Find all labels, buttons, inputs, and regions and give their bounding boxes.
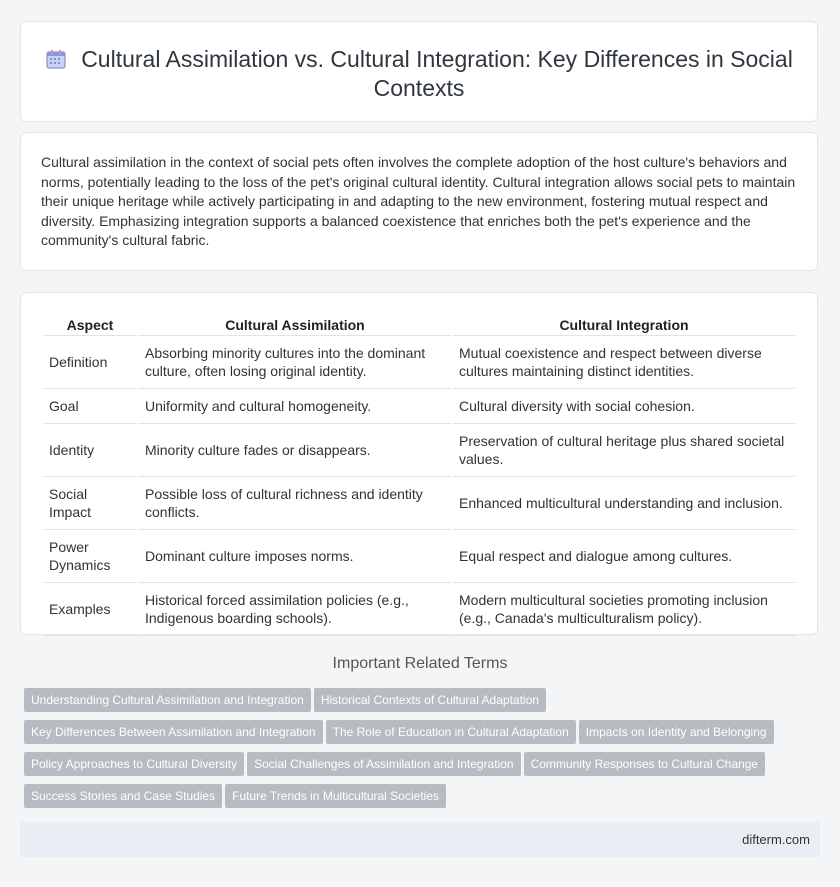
cell-aspect: Power Dynamics <box>43 530 137 583</box>
table-row <box>43 583 795 636</box>
comparison-table-card <box>20 292 818 635</box>
related-term-tag[interactable]: The Role of Education in Cultural Adaptation <box>326 720 576 744</box>
related-term-tag[interactable]: Understanding Cultural Assimilation and Integration <box>24 688 311 712</box>
related-terms-title: Important Related Terms <box>332 655 508 672</box>
cell-integration: Modern multicultural societies promoting inclusion (e.g., Canada's multiculturalism policy). <box>453 583 795 636</box>
page-title: Cultural Assimilation vs. Cultural Integration: Key Differences in Social Contexts <box>81 46 793 101</box>
cell-aspect: Examples <box>43 583 137 636</box>
table-row <box>43 389 795 424</box>
related-term-tag[interactable]: Future Trends in Multicultural Societies <box>225 784 446 808</box>
related-term-tag[interactable]: Community Responses to Cultural Change <box>524 752 765 776</box>
related-term-tag[interactable]: Impacts on Identity and Belonging <box>579 720 774 744</box>
cell-integration: Enhanced multicultural understanding and inclusion. <box>453 477 795 530</box>
table-row <box>43 336 795 389</box>
header-assimilation: Cultural Assimilation <box>139 311 451 336</box>
cell-integration: Equal respect and dialogue among cultures. <box>453 530 795 583</box>
footer-site-link[interactable]: difterm.com <box>742 832 810 847</box>
header-integration: Cultural Integration <box>453 311 795 336</box>
cell-integration: Cultural diversity with social cohesion. <box>453 389 795 424</box>
cell-assimilation: Absorbing minority cultures into the dominant culture, often losing original identity. <box>139 336 451 389</box>
table-row <box>43 530 795 583</box>
table-header-row <box>43 311 795 336</box>
header-aspect: Aspect <box>43 311 137 336</box>
cell-assimilation: Historical forced assimilation policies (e.g., Indigenous boarding schools). <box>139 583 451 636</box>
comparison-table <box>41 311 797 636</box>
cell-assimilation: Uniformity and cultural homogeneity. <box>139 389 451 424</box>
cell-assimilation: Minority culture fades or disappears. <box>139 424 451 477</box>
table-row <box>43 424 795 477</box>
intro-paragraph: Cultural assimilation in the context of social pets often involves the complete adoption of the host culture's behaviors and norms, potentially leading to the loss of the pet's original cultural identity. Cultural integration allows social pets to maintain their unique heritage while actively participating in and adapting to the new environment, fostering mutual respect and diversity. Emphasizing integration supports a balanced coexistence that enriches both the pet's experience and the community's cultural fabric. <box>41 154 796 249</box>
cell-integration: Mutual coexistence and respect between diverse cultures maintaining distinct identities. <box>453 336 795 389</box>
calendar-icon <box>45 48 67 70</box>
cell-aspect: Goal <box>43 389 137 424</box>
related-term-tag[interactable]: Key Differences Between Assimilation and Integration <box>24 720 323 744</box>
cell-assimilation: Dominant culture imposes norms. <box>139 530 451 583</box>
cell-assimilation: Possible loss of cultural richness and identity conflicts. <box>139 477 451 530</box>
related-term-tag[interactable]: Success Stories and Case Studies <box>24 784 222 808</box>
related-terms-list <box>24 688 824 816</box>
intro-card <box>20 132 818 271</box>
footer <box>20 822 820 857</box>
cell-aspect: Definition <box>43 336 137 389</box>
cell-aspect: Identity <box>43 424 137 477</box>
related-term-tag[interactable]: Policy Approaches to Cultural Diversity <box>24 752 244 776</box>
related-term-tag[interactable]: Historical Contexts of Cultural Adaptation <box>314 688 546 712</box>
cell-integration: Preservation of cultural heritage plus shared societal values. <box>453 424 795 477</box>
cell-aspect: Social Impact <box>43 477 137 530</box>
header-card <box>20 21 818 122</box>
page-title-wrap <box>21 45 817 103</box>
table-row <box>43 477 795 530</box>
related-term-tag[interactable]: Social Challenges of Assimilation and Integration <box>247 752 521 776</box>
